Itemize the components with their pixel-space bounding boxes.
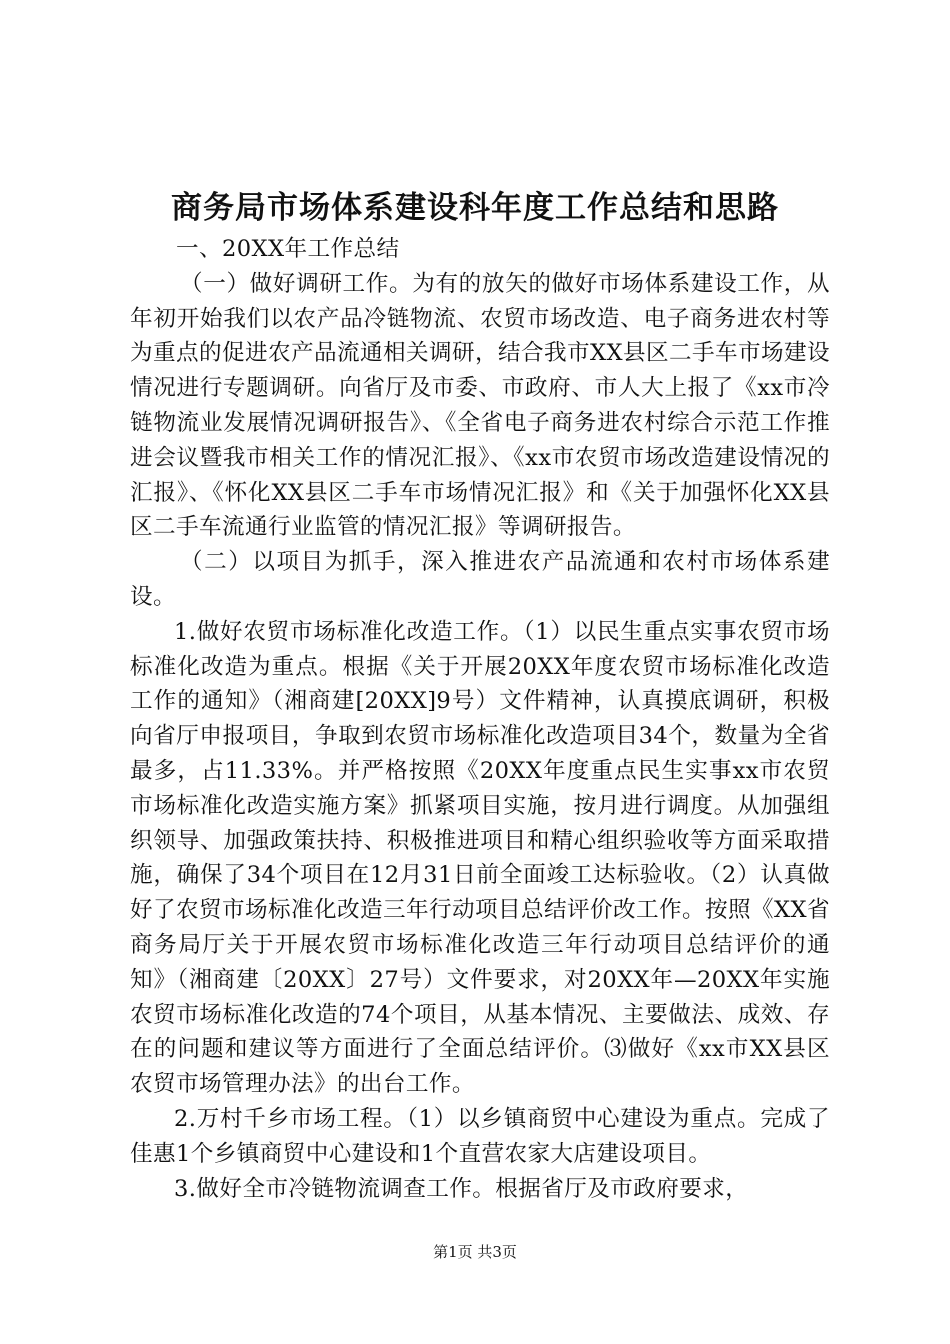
document-body xyxy=(130,232,830,1206)
paragraph-cold-chain: 3.做好全市冷链物流调查工作。根据省厅及市政府要求， xyxy=(174,1175,749,1202)
page-number-footer: 第1页 共3页 xyxy=(433,1243,517,1261)
paragraph-research: （一）做好调研工作。为有的放矢的做好市场体系建设工作，从年初开始我们以农产品冷链物流、农贸市场改造、电子商务进农村等为重点的促进农产品流通相关调研，结合我市XX县区二手车市场建设情况进行专题调研。向省厅及市委、市政府、市人大上报了《xx市冷链物流业发展情况调研报告》、《全省电子商务进农村综合示范工作推进会议暨我市相关工作的情况汇报》、《xx市农贸市场改造建设情况的汇报》、《怀化XX县区二手车市场情况汇报》和《关于加强怀化XX县区二手车流通行业监管的情况汇报》等调研报告。 xyxy=(130,270,830,541)
paragraph-projects: （二）以项目为抓手，深入推进农产品流通和农村市场体系建设。 xyxy=(130,549,830,610)
section-heading: 一、20XX年工作总结 xyxy=(176,236,400,262)
paragraph-village-market: 2.万村千乡市场工程。（1）以乡镇商贸中心建设为重点。完成了佳惠1个乡镇商贸中心建设和1个直营农家大店建设项目。 xyxy=(130,1105,830,1167)
paragraph-market-standardization: 1.做好农贸市场标准化改造工作。（1）以民生重点实事农贸市场标准化改造为重点。根据《关于开展20XX年度农贸市场标准化改造工作的通知》（湘商建[20XX]9号）文件精神，认真摸底调研，积极向省厅申报项目，争取到农贸市场标准化改造项目34个，数量为全省最多，占11.33%。并严格按照《20XX年度重点民生实事xx市农贸市场标准化改造实施方案》抓紧项目实施，按月进行调度。从加强组织领导、加强政策扶持、积极推进项目和精心组织验收等方面采取措施，确保了34个项目在12月31日前全面竣工达标验收。（2）认真做好了农贸市场标准化改造三年行动项目总结评价改工作。按照《XX省商务局厅关于开展农贸市场标准化改造三年行动项目总结评价的通知》（湘商建〔20XX〕27号）文件要求，对20XX年—20XX年实施农贸市场标准化改造的74个项目，从基本情况、主要做法、成效、存在的问题和建议等方面进行了全面总结评价。⑶做好《xx市XX县区农贸市场管理办法》的出台工作。 xyxy=(130,618,830,1098)
document-title: 商务局市场体系建设科年度工作总结和思路 xyxy=(171,190,779,226)
